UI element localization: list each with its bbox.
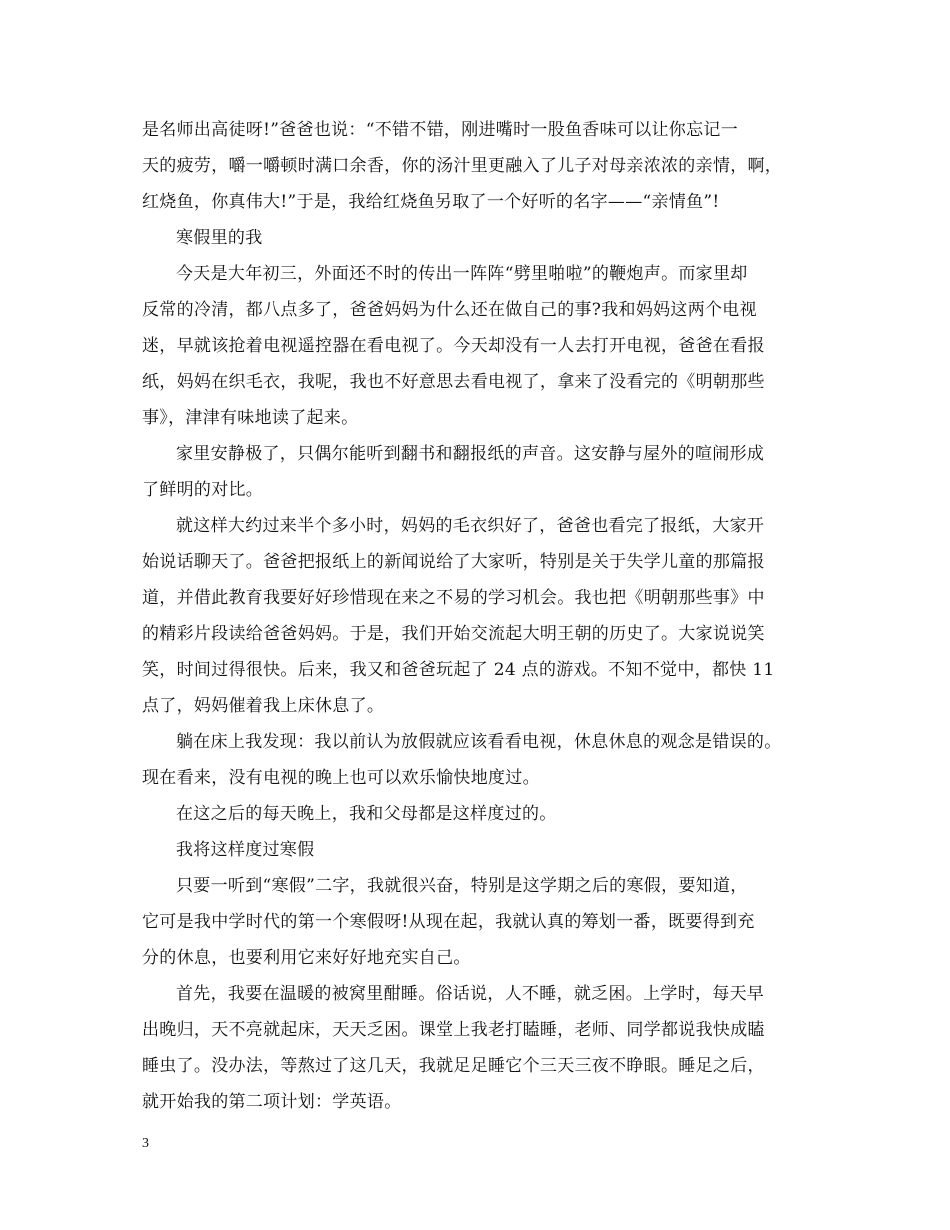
text-line: 躺在床上我发现：我以前认为放假就应该看看电视，休息休息的观念是错误的。 (176, 732, 782, 752)
text-line: 迷，早就该抢着电视遥控器在看电视了。今天却没有一人去打开电视，爸爸在看报 (142, 336, 765, 356)
text-line: 是名师出高徒呀!”爸爸也说：“不错不错，刚进嘴时一股鱼香味可以让你忘记一 (142, 120, 739, 140)
text-line: 只要一听到“寒假”二字，我就很兴奋，特别是这学期之后的寒假，要知道， (176, 876, 748, 896)
text-line: 现在看来，没有电视的晚上也可以欢乐愉快地度过。 (142, 768, 540, 788)
text-line: 出晚归，天不亮就起床，天天乏困。课堂上我老打瞌睡，老师、同学都说我快成瞌 (142, 1020, 765, 1040)
text-line: 我将这样度过寒假 (176, 840, 315, 860)
text-line: 红烧鱼，你真伟大!”于是，我给红烧鱼另取了一个好听的名字——“亲情鱼”! (142, 192, 720, 212)
text-line: 点了，妈妈催着我上床休息了。 (142, 696, 385, 716)
text-line: 寒假里的我 (176, 228, 263, 248)
page-number: 3 (142, 1136, 149, 1151)
text-line: 笑，时间过得很快。后来，我又和爸爸玩起了 24 点的游戏。不知不觉中，都快 11 (142, 660, 775, 680)
text-line: 事》，津津有味地读了起来。 (142, 408, 359, 428)
text-line: 睡虫了。没办法，等熬过了这几天，我就足足睡它个三天三夜不睁眼。睡足之后， (142, 1056, 765, 1076)
text-line: 始说话聊天了。爸爸把报纸上的新闻说给了大家听，特别是关于失学儿童的那篇报 (142, 552, 765, 572)
text-line: 天的疲劳，嚼一嚼顿时满口余香，你的汤汁里更融入了儿子对母亲浓浓的亲情，啊， (142, 156, 783, 176)
text-line: 就这样大约过来半个多小时，妈妈的毛衣织好了，爸爸也看完了报纸，大家开 (176, 516, 765, 536)
text-line: 就开始我的第二项计划：学英语。 (142, 1092, 402, 1112)
text-line: 今天是大年初三，外面还不时的传出一阵阵“劈里啪啦”的鞭炮声。而家里却 (176, 264, 748, 284)
text-line: 它可是我中学时代的第一个寒假呀!从现在起，我就认真的筹划一番，既要得到充 (142, 912, 755, 932)
text-line: 家里安静极了，只偶尔能听到翻书和翻报纸的声音。这安静与屋外的喧闹形成 (176, 444, 765, 464)
text-line: 道，并借此教育我要好好珍惜现在来之不易的学习机会。我也把《明朝那些事》中 (142, 588, 765, 608)
text-line: 分的休息，也要利用它来好好地充实自己。 (142, 948, 471, 968)
text-line: 首先，我要在温暖的被窝里酣睡。俗话说，人不睡，就乏困。上学时，每天早 (176, 984, 765, 1004)
text-line: 的精彩片段读给爸爸妈妈。于是，我们开始交流起大明王朝的历史了。大家说说笑 (142, 624, 765, 644)
text-line: 了鲜明的对比。 (142, 480, 264, 500)
text-line: 纸，妈妈在织毛衣，我呢，我也不好意思去看电视了，拿来了没看完的《明朝那些 (142, 372, 765, 392)
body-text (142, 112, 832, 1120)
text-line: 反常的冷清，都八点多了，爸爸妈妈为什么还在做自己的事?我和妈妈这两个电视 (142, 300, 757, 320)
text-line: 在这之后的每天晚上，我和父母都是这样度过的。 (176, 804, 557, 824)
